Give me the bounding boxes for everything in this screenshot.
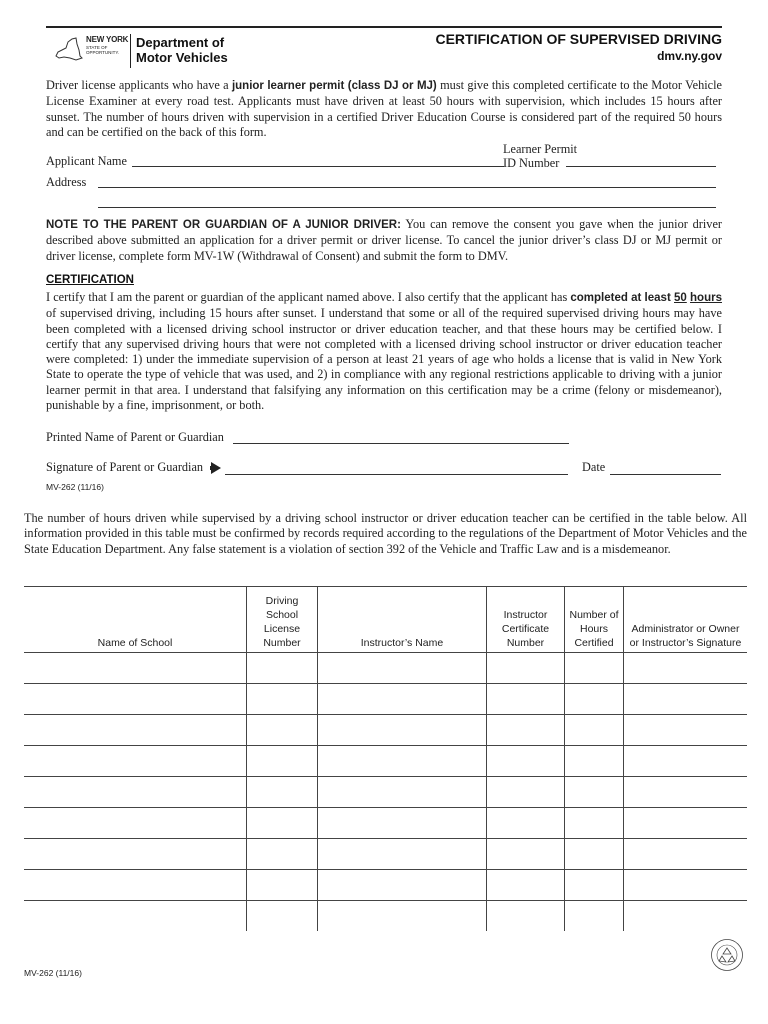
col-header-signature: Administrator or Owner or Instructor’s Signature [624,587,748,653]
applicant-name-field[interactable] [132,166,504,167]
col-header-hours: Number of Hours Certified [565,587,624,653]
cell-instructor-name[interactable] [318,715,487,746]
cell-instructor-name[interactable] [318,746,487,777]
table-row [24,653,747,684]
certification-text-2: of supervised driving, including 15 hours after sunset. I understand that some or all of the required supervised driving hours may have been completed with a licensed driving school instructor or driver education teacher, and that these hours may be certified below. I certify that any supervised driving hours that were not completed with a licensed driving school instructor or driver education teacher were completed: 1) under the immediate supervision of a person at least 21 years of age who holds a license that is valid in New York State to operate the type of vehicle that was used, and 2) in compliance with any regional restrictions applicable to driving with a junior learner permit in that area. I understand that falsifying any information on this certification may be a crime (felony or misdemeanor), punishable by a fine, imprisonment, or both. [46,306,722,413]
cell-certificate-number[interactable] [487,839,565,870]
logo-tagline-line1: STATE OF [86,45,108,50]
hours-table-intro: The number of hours driven while supervised by a driving school instructor or driver education teacher can be certified in the table below. All information provided in this table must be confirmed by records required according to the regulations of the Department of Motor Vehicles and the State Education Department. Any false statement is a violation of section 392 of the Vehicle and Traffic Law and is a misdemeanor. [24,511,747,556]
certification-heading: CERTIFICATION [46,274,134,286]
cell-signature[interactable] [624,746,748,777]
table-header-row [24,587,747,653]
intro-text-1: Driver license applicants who have a [46,78,232,92]
cell-hours[interactable] [565,777,624,808]
cell-license-number[interactable] [247,808,318,839]
cell-certificate-number[interactable] [487,684,565,715]
certification-text-1: I certify that I am the parent or guardian of the applicant named above. I also certify that the applicant has [46,290,571,304]
cell-school[interactable] [24,870,247,901]
dmv-logo [46,34,236,70]
certification-bold-text: completed at least [570,292,674,304]
cell-certificate-number[interactable] [487,746,565,777]
cell-certificate-number[interactable] [487,808,565,839]
cell-certificate-number[interactable] [487,901,565,932]
logo-tagline-line2: OPPORTUNITY. [86,50,120,55]
cell-signature[interactable] [624,901,748,932]
cell-hours[interactable] [565,715,624,746]
cell-license-number[interactable] [247,839,318,870]
cell-license-number[interactable] [247,684,318,715]
date-field[interactable] [610,474,721,475]
intro-paragraph [46,78,722,140]
table-row [24,684,747,715]
cell-instructor-name[interactable] [318,901,487,932]
table-row [24,901,747,932]
cell-license-number[interactable] [247,653,318,684]
guardian-note [46,217,722,264]
cell-certificate-number[interactable] [487,653,565,684]
table-row [24,839,747,870]
table-row [24,746,747,777]
cell-license-number[interactable] [247,746,318,777]
arrow-right-icon [210,461,222,475]
intro-bold: junior learner permit (class DJ or MJ) [231,80,437,92]
col-header-instructor-name: Instructor’s Name [318,587,487,653]
cell-hours[interactable] [565,839,624,870]
printed-name-label: Printed Name of Parent or Guardian [46,430,224,444]
intro-text-2: must give this completed certificate to the Motor Vehicle License Examiner at every road test. Applicants must have driven at least 50 hours with supervision, which includes 15 hours after sunset. The number of hours driven with supervision in a certified Driver Education Course is considered part of the required 50 hours and can be certified on the back of this form. [46,78,722,139]
cell-hours[interactable] [565,870,624,901]
permit-id-label-line2: ID Number [503,156,560,170]
new-york-state-icon [46,34,86,64]
cell-license-number[interactable] [247,870,318,901]
cell-hours[interactable] [565,653,624,684]
cell-signature[interactable] [624,684,748,715]
form-code-bottom: MV-262 (11/16) [24,968,82,978]
cell-certificate-number[interactable] [487,715,565,746]
table-row [24,715,747,746]
address-field-line2[interactable] [98,207,716,208]
logo-state-name: NEW YORK [86,35,129,44]
cell-school[interactable] [24,808,247,839]
permit-id-label-line1: Learner Permit [503,142,578,156]
cell-signature[interactable] [624,808,748,839]
cell-instructor-name[interactable] [318,777,487,808]
cell-signature[interactable] [624,653,748,684]
cell-certificate-number[interactable] [487,777,565,808]
cell-license-number[interactable] [247,901,318,932]
cell-hours[interactable] [565,901,624,932]
cell-signature[interactable] [624,839,748,870]
cell-instructor-name[interactable] [318,653,487,684]
cell-signature[interactable] [624,777,748,808]
address-field-line1[interactable] [98,187,716,188]
cell-school[interactable] [24,777,247,808]
certification-paragraph [46,290,722,413]
cell-license-number[interactable] [247,715,318,746]
cell-hours[interactable] [565,746,624,777]
cell-school[interactable] [24,746,247,777]
cell-school[interactable] [24,839,247,870]
cell-signature[interactable] [624,870,748,901]
logo-department-line1: Department of [136,35,225,50]
cell-instructor-name[interactable] [318,808,487,839]
col-header-school: Name of School [24,587,247,653]
permit-id-field[interactable] [566,166,716,167]
col-header-license-number: Driving School License Number [247,587,318,653]
cell-instructor-name[interactable] [318,839,487,870]
logo-divider [130,34,131,68]
signature-label: Signature of Parent or Guardian [46,460,204,474]
cell-instructor-name[interactable] [318,870,487,901]
cell-hours[interactable] [565,684,624,715]
logo-department-line2: Motor Vehicles [136,50,228,65]
form-code-top: MV-262 (11/16) [46,482,104,492]
table-row [24,870,747,901]
cell-school[interactable] [24,653,247,684]
cell-school[interactable] [24,715,247,746]
top-rule [46,26,722,28]
logo-tagline [86,45,119,55]
col-header-certificate-number: Instructor Certificate Number [487,587,565,653]
cell-school[interactable] [24,901,247,932]
logo-department [136,35,228,65]
form-title: CERTIFICATION OF SUPERVISED DRIVING [435,31,722,47]
applicant-name-label: Applicant Name [46,154,127,168]
website-link[interactable]: dmv.ny.gov [657,49,722,63]
cell-license-number[interactable] [247,777,318,808]
cell-instructor-name[interactable] [318,684,487,715]
cell-school[interactable] [24,684,247,715]
printed-name-field[interactable] [233,443,569,444]
note-heading: NOTE TO THE PARENT OR GUARDIAN OF A JUNIOR DRIVER: [46,219,401,231]
cell-certificate-number[interactable] [487,870,565,901]
supervised-hours-table [24,587,747,931]
certification-bold-hours: hours [690,292,722,304]
address-label: Address [46,175,87,189]
certification-bold [570,292,722,304]
note-text: You can remove the consent you gave when the junior driver described above submitted an application for a driver permit or driver license. To cancel the junior driver’s class DJ or MJ permit or driver license, complete form MV-1W (Withdrawal of Consent) and submit the form to DMV. [46,217,722,263]
table-row [24,808,747,839]
certification-bold-number: 50 [674,292,687,304]
signature-field[interactable] [225,474,568,475]
date-label: Date [582,460,606,474]
recycle-seal-icon [710,938,744,972]
cell-signature[interactable] [624,715,748,746]
table-row [24,777,747,808]
cell-hours[interactable] [565,808,624,839]
